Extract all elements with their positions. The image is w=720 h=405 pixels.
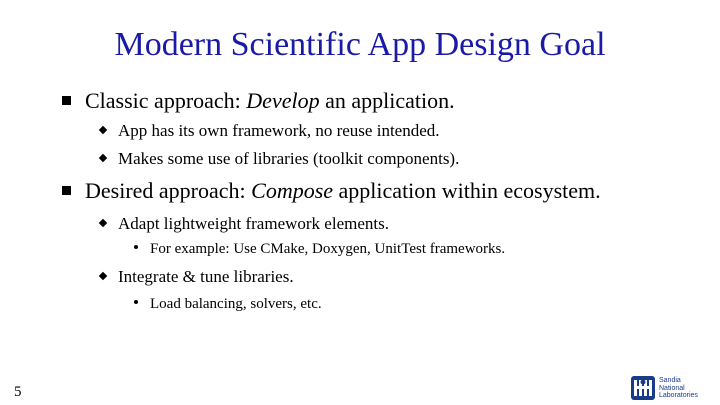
- diamond-bullet-icon: [99, 154, 107, 162]
- sandia-thunderbird-icon: [631, 376, 655, 400]
- bullet-desired-emph: Compose: [251, 178, 334, 203]
- sub-bullet-text: Integrate & tune libraries.: [118, 267, 294, 286]
- square-bullet-icon: [62, 96, 71, 105]
- sub-bullet-desired-2: [100, 267, 294, 287]
- bullet-classic-emph: Develop: [246, 88, 320, 113]
- logo-line: National: [659, 384, 685, 392]
- dot-bullet-icon: [134, 300, 138, 304]
- sandia-logo: [631, 376, 711, 400]
- bullet-classic-suffix: an application.: [319, 88, 455, 113]
- logo-wordmark: [659, 377, 698, 400]
- bullet-desired: [62, 178, 601, 204]
- square-bullet-icon: [62, 186, 71, 195]
- detail-bullet-text: Load balancing, solvers, etc.: [150, 296, 322, 312]
- bullet-desired-prefix: Desired approach:: [85, 178, 252, 203]
- detail-bullet-text: For example: Use CMake, Doxygen, UnitTest frameworks.: [150, 241, 506, 257]
- bullet-classic: [62, 88, 455, 114]
- detail-bullet-desired-1: [134, 241, 505, 258]
- dot-bullet-icon: [134, 245, 138, 249]
- sub-bullet-text: App has its own framework, no reuse intended.: [118, 121, 440, 140]
- sub-bullet-text: Makes some use of libraries (toolkit components).: [118, 149, 460, 168]
- diamond-bullet-icon: [99, 219, 107, 227]
- bullet-desired-suffix: application within ecosystem.: [333, 178, 601, 203]
- page-number: 5: [14, 384, 22, 400]
- diamond-bullet-icon: [99, 272, 107, 280]
- sub-bullet-text: Adapt lightweight framework elements.: [118, 214, 389, 233]
- sub-bullet-classic-1: [100, 121, 440, 141]
- detail-bullet-desired-2: [134, 296, 322, 313]
- sub-bullet-desired-1: [100, 214, 389, 234]
- logo-line: Laboratories: [659, 392, 698, 399]
- slide-title: Modern Scientific App Design Goal: [114, 26, 606, 63]
- diamond-bullet-icon: [99, 126, 107, 134]
- logo-line: Sandia: [659, 377, 681, 384]
- bullet-classic-prefix: Classic approach:: [85, 88, 247, 113]
- sub-bullet-classic-2: [100, 149, 459, 169]
